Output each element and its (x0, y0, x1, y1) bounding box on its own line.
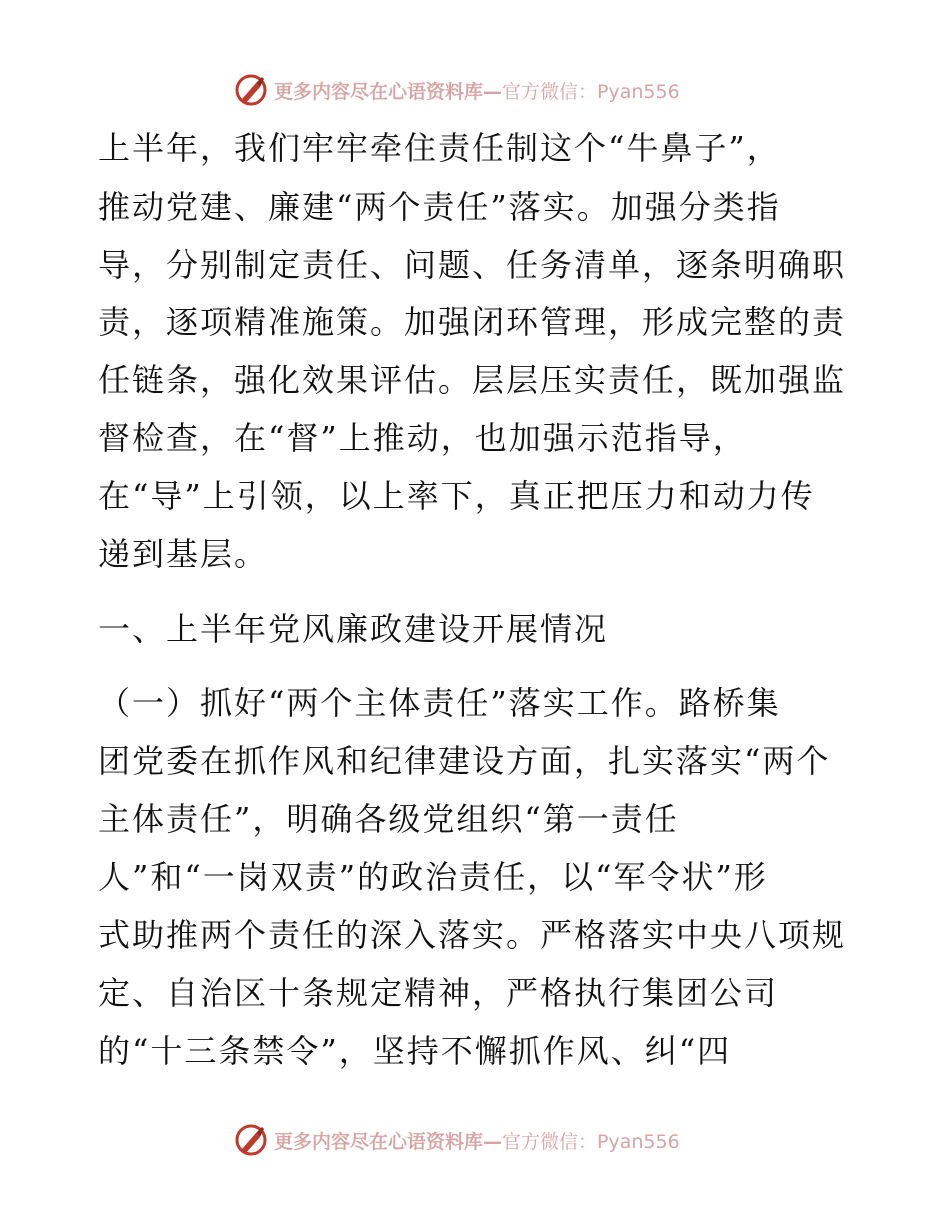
footer-watermark (234, 1120, 754, 1160)
header-dash: — (483, 80, 503, 103)
body-line: （一）抓好“两个主体责任”落实工作。路桥集 (98, 684, 781, 722)
pen-logo-icon (234, 1123, 268, 1157)
body-line: 递到基层。 (98, 535, 269, 573)
section-heading: 一、上半年党风廉政建设开展情况 (98, 610, 609, 648)
body-line: 任链条，强化效果评估。层层压实责任，既加强监 (98, 361, 847, 399)
body-line: 导，分别制定责任、问题、任务清单，逐条明确职 (98, 246, 847, 284)
body-line: 在“导”上引领，以上率下，真正把压力和动力传 (98, 477, 815, 515)
body-line: 定、自治区十条规定精神，严格执行集团公司 (98, 974, 779, 1012)
body-line: 推动党建、廉建“两个责任”落实。加强分类指 (98, 188, 781, 226)
header-site-text: 更多内容尽在心语资料库 (274, 80, 484, 103)
body-line: 团党委在抓作风和纪律建设方面，扎实落实“两个 (98, 742, 831, 780)
body-line: 上半年，我们牢牢牵住责任制这个“牛鼻子”， (98, 129, 781, 167)
footer-site-text: 更多内容尽在心语资料库 (274, 1130, 484, 1153)
body-line: 式助推两个责任的深入落实。严格落实中央八项规 (98, 916, 847, 954)
body-line: 主体责任”，明确各级党组织“第一责任 (98, 800, 679, 838)
body-line: 人”和“一岗双责”的政治责任，以“军令状”形 (98, 858, 768, 896)
body-line: 责，逐项精准施策。加强闭环管理，形成完整的责 (98, 303, 847, 341)
body-line: 督检查，在“督”上推动，也加强示范指导， (98, 419, 747, 457)
footer-watermark-text (274, 1127, 680, 1154)
footer-dash: — (483, 1130, 503, 1153)
footer-wechat: 官方微信：Pyan556 (502, 1130, 680, 1153)
header-wechat: 官方微信：Pyan556 (502, 80, 680, 103)
body-line: 的“十三条禁令”，坚持不懈抓作风、纠“四 (98, 1032, 732, 1070)
